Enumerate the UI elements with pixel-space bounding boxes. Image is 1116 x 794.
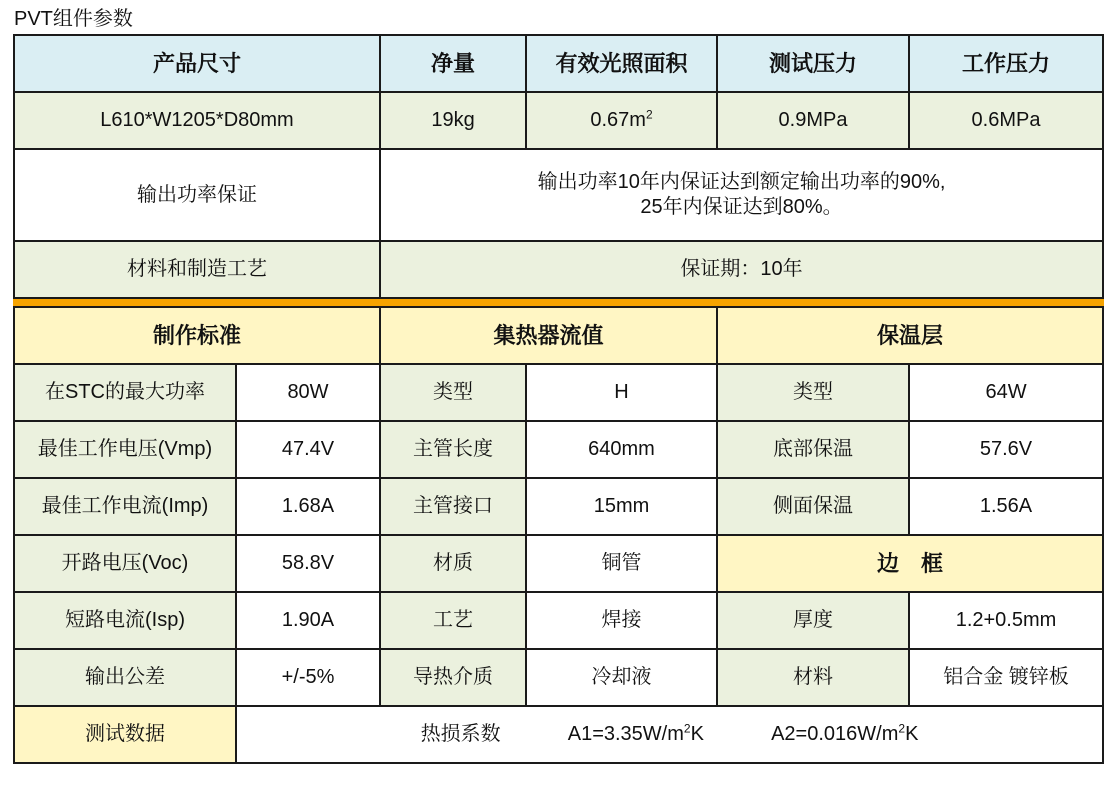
- a1-value: [568, 722, 704, 747]
- values-row: [14, 92, 1103, 149]
- row-value: 1.90A: [236, 592, 380, 649]
- table-row: [14, 592, 1103, 649]
- material-label: 材料和制造工艺: [14, 241, 380, 298]
- warranty-label: 输出功率保证: [14, 149, 380, 241]
- row-value: 1.68A: [236, 478, 380, 535]
- table-row: [14, 421, 1103, 478]
- material-row: [14, 241, 1103, 298]
- row-label: 在STC的最大功率: [14, 364, 236, 421]
- row-label: 主管接口: [380, 478, 526, 535]
- table-row: [14, 364, 1103, 421]
- warranty-line-1: 输出功率10年内保证达到额定输出功率的90%,: [537, 171, 946, 193]
- a1-text: A1=3.35W/m: [567, 723, 684, 745]
- header-net-weight: 净量: [380, 35, 526, 92]
- row-value: 铜管: [526, 535, 717, 592]
- material-value: 保证期：10年: [380, 241, 1103, 298]
- row-value: 47.4V: [236, 421, 380, 478]
- a2-value: [771, 722, 918, 747]
- a2-text: A2=0.016W/m: [771, 723, 899, 745]
- header-test-pressure: 测试压力: [717, 35, 909, 92]
- value-size: L610*W1205*D80mm: [14, 92, 380, 149]
- row-value: 64W: [909, 364, 1103, 421]
- row-label: 类型: [380, 364, 526, 421]
- row-label: 侧面保温: [717, 478, 909, 535]
- section-standard: 制作标准: [14, 307, 380, 364]
- table-row: [14, 649, 1103, 706]
- value-area-text: 0.67m: [590, 109, 646, 131]
- row-value: 焊接: [526, 592, 717, 649]
- row-label: 开路电压(Voc): [14, 535, 236, 592]
- row-value: 15mm: [526, 478, 717, 535]
- row-label: 厚度: [717, 592, 909, 649]
- row-label: 材质: [380, 535, 526, 592]
- section-frame: 边 框: [717, 535, 1103, 592]
- test-data-value: [236, 706, 1103, 763]
- row-label: 导热介质: [380, 649, 526, 706]
- orange-divider: [14, 298, 1103, 307]
- a1-tail: K: [690, 723, 704, 745]
- a1-sup: 2: [683, 721, 691, 736]
- row-label: 最佳工作电流(Imp): [14, 478, 236, 535]
- row-label: 输出公差: [14, 649, 236, 706]
- value-net-weight: 19kg: [380, 92, 526, 149]
- page-caption: PVT组件参数: [14, 8, 133, 30]
- warranty-value: [380, 149, 1103, 241]
- value-area: [526, 92, 717, 149]
- row-value: 58.8V: [236, 535, 380, 592]
- a2-tail: K: [905, 723, 919, 745]
- value-test-pressure: 0.9MPa: [717, 92, 909, 149]
- section-divider: [14, 298, 1103, 307]
- value-area-sup: 2: [645, 107, 653, 122]
- row-value: 铝合金 镀锌板: [909, 649, 1103, 706]
- row-label: 工艺: [380, 592, 526, 649]
- header-size: 产品尺寸: [14, 35, 380, 92]
- row-value: H: [526, 364, 717, 421]
- test-data-content: [237, 722, 1102, 747]
- row-label: 主管长度: [380, 421, 526, 478]
- row-value: 冷却液: [526, 649, 717, 706]
- row-label: 材料: [717, 649, 909, 706]
- table-row: [14, 478, 1103, 535]
- value-work-pressure: 0.6MPa: [909, 92, 1103, 149]
- warranty-row: [14, 149, 1103, 241]
- row-value: 80W: [236, 364, 380, 421]
- row-label: 最佳工作电压(Vmp): [14, 421, 236, 478]
- section-insulation: 保温层: [717, 307, 1103, 364]
- row-label: 短路电流(Isp): [14, 592, 236, 649]
- row-value: 1.56A: [909, 478, 1103, 535]
- a2-sup: 2: [898, 721, 906, 736]
- row-value: +/-5%: [236, 649, 380, 706]
- pvt-parameter-table: [13, 34, 1104, 764]
- row-value: 1.2+0.5mm: [909, 592, 1103, 649]
- section-collector: 集热器流值: [380, 307, 717, 364]
- header-work-pressure: 工作压力: [909, 35, 1103, 92]
- test-data-row: [14, 706, 1103, 763]
- header-row: [14, 35, 1103, 92]
- test-data-label: 测试数据: [14, 706, 236, 763]
- section-header-row: [14, 307, 1103, 364]
- table-row: [14, 535, 1103, 592]
- row-label: 底部保温: [717, 421, 909, 478]
- header-area: 有效光照面积: [526, 35, 717, 92]
- row-label: 类型: [717, 364, 909, 421]
- heat-loss-label: 热损系数: [420, 723, 501, 745]
- warranty-line-2: 25年内保证达到80%。: [640, 196, 843, 218]
- row-value: 640mm: [526, 421, 717, 478]
- row-value: 57.6V: [909, 421, 1103, 478]
